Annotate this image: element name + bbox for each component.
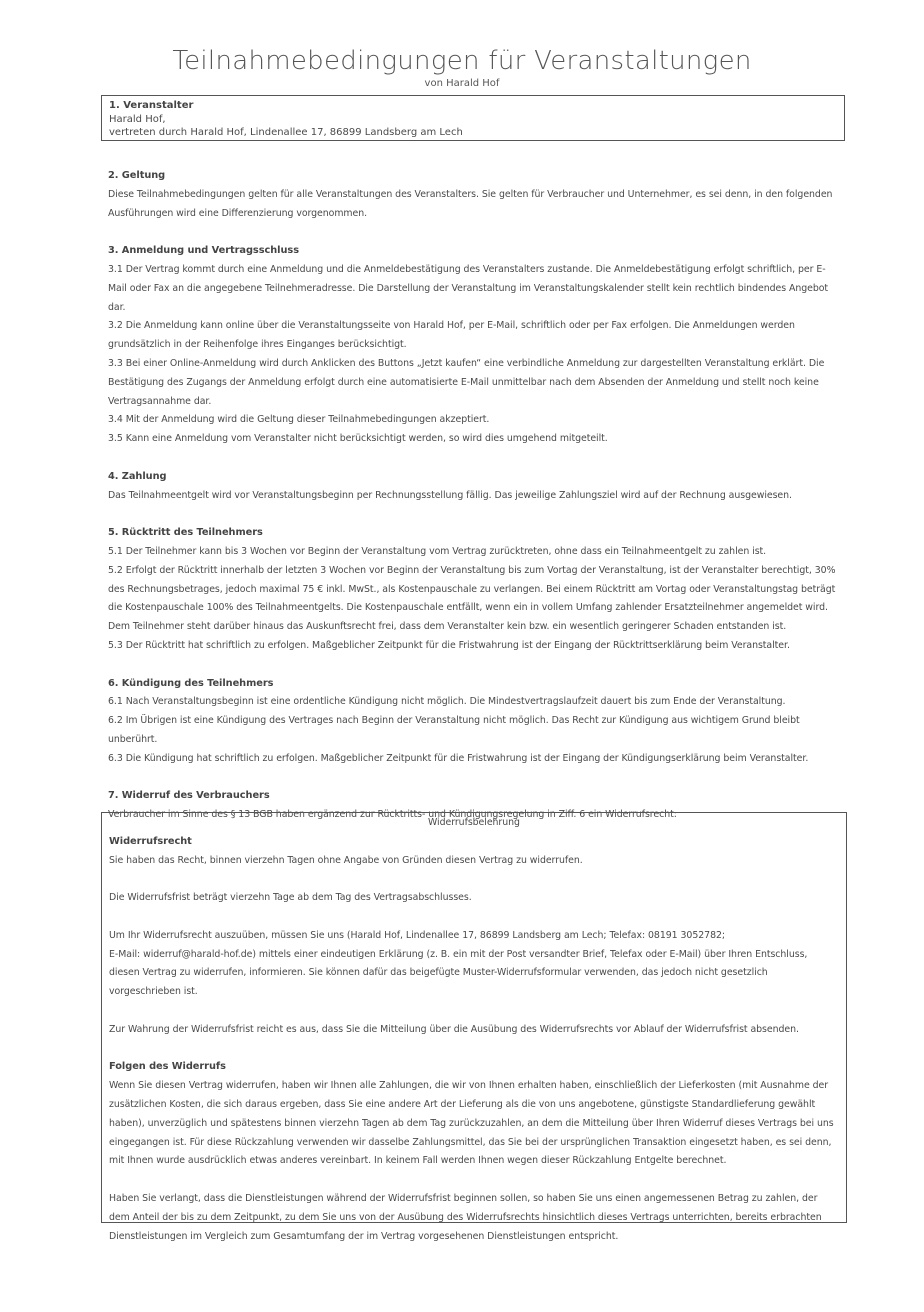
section-paragraph: 6.1 Nach Veranstaltungsbeginn ist eine ordentliche Kündigung nicht möglich. Die Mindestvertragslaufzeit dauert bis zum Ende der Veranstaltung.: [108, 696, 786, 708]
withdrawal-paragraph: Sie haben das Recht, binnen vierzehn Tagen ohne Angabe von Gründen diesen Vertrag zu widerrufen.: [109, 854, 583, 866]
section-heading: 4. Zahlung: [108, 470, 167, 482]
section-heading: 7. Widerruf des Verbrauchers: [108, 790, 270, 802]
organizer-heading: 1. Veranstalter: [109, 100, 194, 111]
document-title: Teilnahmebedingungen für Veranstaltungen: [172, 46, 752, 76]
section-paragraph: 5.2 Erfolgt der Rücktritt innerhalb der letzten 3 Wochen vor Beginn der Veranstaltung bis zum Vortag der Veranstaltung, ist der Veranstalter berechtigt, 30% des Rechnungsbetrages, jedoch maximal 75 € inkl. MwSt., als Kostenpauschale zu verlangen. Bei einem Rücktritt am Vortag oder Veranstaltungstag beträgt die Kostenpauschale 100% des Teilnahmeentgelts. Die Kostenpauschale entfällt, wenn ein in vollem Umfang zahlender Ersatzteilnehmer angemeldet wird. Dem Teilnehmer steht darüber hinaus das Auskunftsrecht frei, dass dem Veranstalter kein bzw. ein wesentlich geringerer Schaden entstanden ist.: [108, 564, 836, 633]
section-heading: 2. Geltung: [108, 170, 166, 181]
section-heading: 5. Rücktritt des Teilnehmers: [108, 527, 263, 539]
withdrawal-paragraph: Die Widerrufsfrist beträgt vierzehn Tage ab dem Tag des Vertragsabschlusses.: [109, 892, 472, 904]
section-paragraph: Verbraucher im Sinne des § 13 BGB haben ergänzend zur Rücktritts- und Kündigungsregelung in Ziff. 6 ein Widerrufsrecht:: [108, 809, 677, 821]
section-paragraph: Diese Teilnahmebedingungen gelten für alle Veranstaltungen des Veranstalters. Sie gelten für Verbraucher und Unternehmer, es sei denn, in den folgenden Ausführungen wird eine Differenzierung vorgenommen.: [108, 188, 833, 219]
section-ruecktritt: [108, 524, 838, 656]
section-paragraph: 3.4 Mit der Anmeldung wird die Geltung dieser Teilnahmebedingungen akzeptiert.: [108, 414, 490, 426]
withdrawal-paragraph: E-Mail: widerruf@harald-hof.de) mittels einer eindeutigen Erklärung (z. B. ein mit der Post versandter Brief, Telefax oder E-Mail) über Ihren Entschluss, diesen Vertrag zu widerrufen, informieren. Sie können dafür das beigefügte Muster-Widerrufsformular verwenden, das jedoch nicht gesetzlich vorgeschrieben ist.: [109, 948, 808, 998]
section-paragraph: 3.5 Kann eine Anmeldung vom Veranstalter nicht berücksichtigt werden, so wird dies umgehend mitgeteilt.: [108, 433, 608, 445]
section-heading: 6. Kündigung des Teilnehmers: [108, 677, 274, 689]
withdrawal-right-heading: Widerrufsrecht: [109, 835, 192, 847]
section-paragraph: 5.1 Der Teilnehmer kann bis 3 Wochen vor Beginn der Veranstaltung vom Vertrag zurücktreten, ohne dass ein Teilnahmeentgelt zu zahlen ist.: [108, 545, 767, 557]
withdrawal-paragraph: Wenn Sie diesen Vertrag widerrufen, haben wir Ihnen alle Zahlungen, die wir von Ihnen erhalten haben, einschließlich der Lieferkosten (mit Ausnahme der zusätzlichen Kosten, die sich daraus ergeben, dass Sie eine andere Art der Lieferung als die von uns angebotene, günstigste Standardlieferung gewählt haben), unverzüglich und spätestens binnen vierzehn Tagen ab dem Tag zurückzuzahlen, an dem die Mitteilung über Ihren Widerruf dieses Vertrags bei uns eingegangen ist. Für diese Rückzahlung verwenden wir dasselbe Zahlungsmittel, das Sie bei der ursprünglichen Transaktion eingesetzt haben, es sei denn, mit Ihnen wurde ausdrücklich etwas anderes vereinbart. In keinem Fall werden Ihnen wegen dieser Rückzahlung Entgelte berechnet.: [109, 1080, 834, 1167]
withdrawal-paragraph: Haben Sie verlangt, dass die Dienstleistungen während der Widerrufsfrist beginnen sollen, so haben Sie uns einen angemessenen Betrag zu zahlen, der dem Anteil der bis zu dem Zeitpunkt, zu dem Sie uns von der Ausübung des Widerrufsrechts hinsichtlich dieses Vertrags unterrichten, bereits erbrachten Dienstleistungen im Vergleich zum Gesamtumfang der im Vertrag vorgesehenen Dienstleistungen entspricht.: [109, 1192, 822, 1242]
section-paragraph: 3.3 Bei einer Online-Anmeldung wird durch Anklicken des Buttons „Jetzt kaufen“ eine verbindliche Anmeldung zur dargestellten Veranstaltung erklärt. Die Bestätigung des Zugangs der Anmeldung erfolgt durch eine automatisierte E-Mail unmittelbar nach dem Absenden der Anmeldung und stellt noch keine Vertragsannahme dar.: [108, 357, 825, 407]
withdrawal-notice-box: [101, 812, 847, 1242]
section-zahlung: [108, 468, 838, 506]
withdrawal-paragraph: Zur Wahrung der Widerrufsfrist reicht es aus, dass Sie die Mitteilung über die Ausübung des Widerrufsrechts vor Ablauf der Widerrufsfrist absenden.: [109, 1023, 799, 1035]
section-paragraph: 5.3 Der Rücktritt hat schriftlich zu erfolgen. Maßgeblicher Zeitpunkt für die Fristwahrung ist der Eingang der Rücktrittserklärung beim Veranstalter.: [108, 639, 790, 651]
terms-sections: [108, 167, 838, 844]
organizer-address: vertreten durch Harald Hof, Lindenallee 17, 86899 Landsberg am Lech: [109, 127, 463, 138]
section-heading: 3. Anmeldung und Vertragsschluss: [108, 245, 299, 257]
section-geltung: [108, 167, 838, 223]
organizer-box: [101, 95, 845, 141]
document-subtitle: von Harald Hof: [424, 78, 500, 89]
section-kuendigung: [108, 675, 838, 769]
organizer-name: Harald Hof,: [109, 113, 166, 125]
withdrawal-paragraph: Um Ihr Widerrufsrecht auszuüben, müssen Sie uns (Harald Hof, Lindenallee 17, 86899 Landsberg am Lech; Telefax: 08191 3052782;: [109, 929, 726, 941]
section-paragraph: Das Teilnahmeentgelt wird vor Veranstaltungsbeginn per Rechnungsstellung fällig. Das jeweilige Zahlungsziel wird auf der Rechnung ausgewiesen.: [108, 489, 792, 501]
withdrawal-notice-title: Widerrufsbelehrung: [428, 817, 520, 828]
section-paragraph: 3.2 Die Anmeldung kann online über die Veranstaltungsseite von Harald Hof, per E-Mail, schriftlich oder per Fax erfolgen. Die Anmeldungen werden grundsätzlich in der Reihenfolge ihres Einganges berücksichtigt.: [108, 320, 795, 351]
section-paragraph: 3.1 Der Vertrag kommt durch eine Anmeldung und die Anmeldebestätigung des Veranstalters zustande. Die Anmeldebestätigung erfolgt schriftlich, per E-Mail oder Fax an die angegebene Teilnehmeradresse. Die Darstellung der Veranstaltung im Veranstaltungskalender stellt kein rechtlich bindendes Angebot dar.: [108, 263, 829, 313]
section-paragraph: 6.3 Die Kündigung hat schriftlich zu erfolgen. Maßgeblicher Zeitpunkt für die Fristwahrung ist der Eingang der Kündigungserklärung beim Veranstalter.: [108, 752, 809, 764]
withdrawal-consequences-heading: Folgen des Widerrufs: [109, 1061, 226, 1073]
section-anmeldung: [108, 242, 838, 449]
section-paragraph: 6.2 Im Übrigen ist eine Kündigung des Vertrages nach Beginn der Veranstaltung nicht möglich. Das Recht zur Kündigung aus wichtigem Grund bleibt unberührt.: [108, 715, 800, 745]
